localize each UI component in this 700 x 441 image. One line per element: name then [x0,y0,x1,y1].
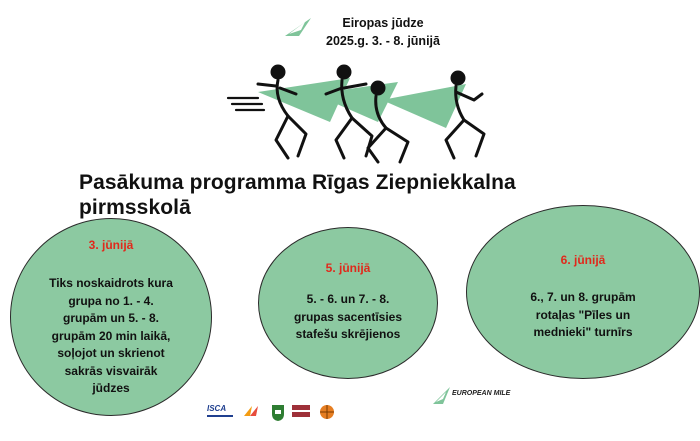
page-title-line1: Pasākuma programma Rīgas Ziepniekkalna [79,171,516,194]
sponsor-logos [207,404,357,426]
event-line: 5. - 6. un 7. - 8. [306,292,390,306]
event-line: jūdzes [92,381,130,395]
european-mile-small-logo [283,16,313,38]
event-line: grupām un 5. - 8. [62,311,159,325]
event-line: Tiks noskaidrots kura [49,276,173,290]
runners-illustration [218,58,498,168]
event-description [273,291,423,344]
event-header [318,14,448,50]
page-title-line2: pirmsskolā [79,196,191,219]
latvia-flag-logo [291,404,311,418]
event-line: rotaļas "Pīles un [535,307,631,322]
event-line: 6., 7. un 8. grupām [530,290,636,304]
city-crest-logo [271,404,285,422]
event-description [33,275,189,398]
event-line: mednieki" turnīrs [533,325,633,339]
european-mile-label: EUROPEAN MILE [452,390,511,397]
isca-logo: ISCA [207,404,235,417]
event-card-june-3 [10,218,212,416]
event-date: 5. jūnijā [325,261,371,275]
ball-logo [319,404,335,420]
event-line: soļojot un skrienot [57,346,165,360]
move-logo [243,404,265,420]
event-dates: 2025.g. 3. - 8. jūnijā [326,34,440,48]
event-line: grupām 20 min laikā, [51,328,171,343]
event-card-june-5 [258,227,438,379]
event-card-june-6 [466,205,700,379]
event-date: 3. jūnijā [88,238,134,252]
event-line: grupa no 1. - 4. [68,293,154,308]
event-line: sakrās visvairāk [64,363,158,378]
event-line: grupas sacentīsies [293,309,403,324]
event-description [495,289,671,342]
event-date: 6. jūnijā [560,253,606,267]
event-line: stafešu skrējienos [295,327,401,341]
event-name: Eiropas jūdze [342,16,424,30]
